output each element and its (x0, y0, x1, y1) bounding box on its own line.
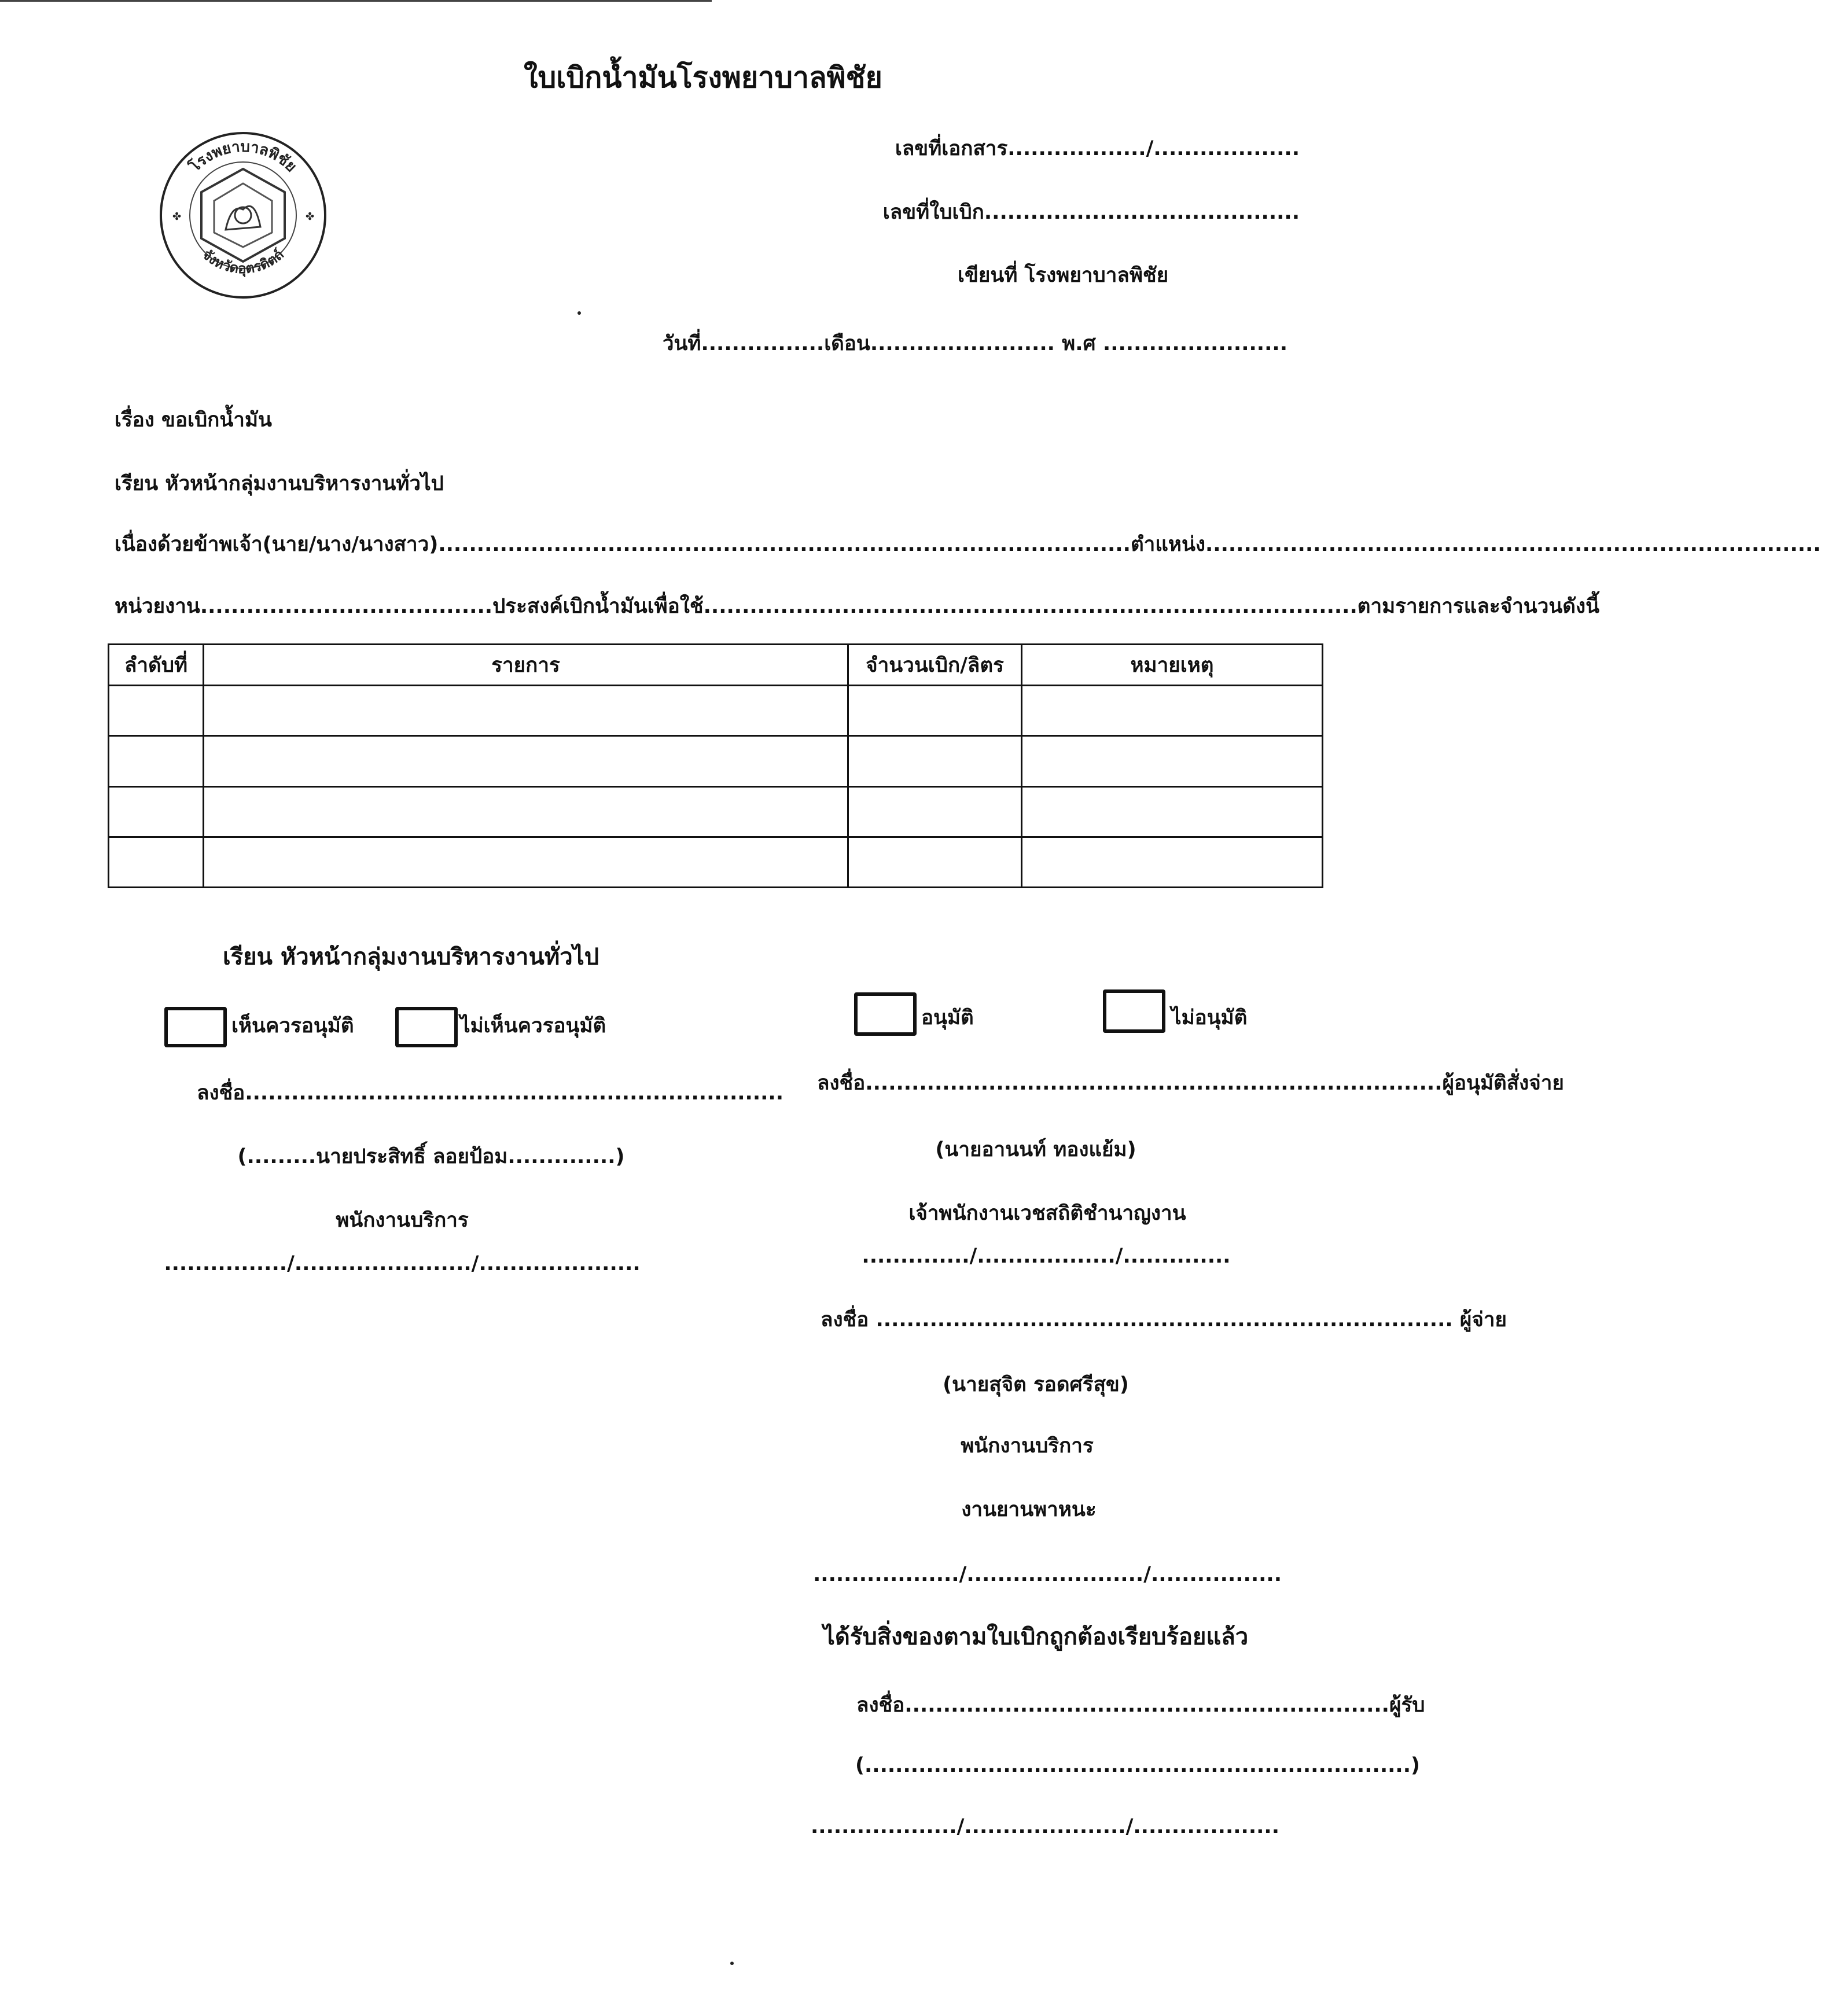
approver-name: (นายอานนท์ ทองแย้ม) (935, 1138, 1136, 1161)
scan-edge-line (0, 0, 712, 2)
cell-item[interactable] (204, 837, 848, 887)
cell-no[interactable] (109, 736, 204, 786)
payer-date-field[interactable]: .................../......................./................. (812, 1563, 1282, 1586)
cell-item[interactable] (204, 736, 848, 786)
cell-remark[interactable] (1022, 736, 1323, 786)
receiver-date-field[interactable]: .................../...................../................... (810, 1815, 1280, 1838)
cell-no[interactable] (109, 837, 204, 887)
document-number-field[interactable]: เลขที่เอกสาร................../................... (895, 137, 1300, 160)
subject-line: เรื่อง ขอเบิกน้ำมัน (115, 409, 272, 432)
cell-remark[interactable] (1022, 837, 1323, 887)
reject-checkbox[interactable] (1103, 989, 1165, 1033)
table-row (109, 786, 1323, 837)
svg-text:✤: ✤ (172, 211, 182, 223)
cell-item[interactable] (204, 786, 848, 837)
requester-info-field[interactable]: เนื่องด้วยข้าพเจ้า(นาย/นาง/นางสาว)..........................................................................................ตำแหน่ง................................................................................ (115, 533, 1821, 556)
svg-text:✤: ✤ (306, 211, 315, 223)
approver-position: เจ้าพนักงานเวชสถิติชำนาญงาน (908, 1202, 1186, 1225)
cell-remark[interactable] (1022, 686, 1323, 736)
cell-no[interactable] (109, 786, 204, 837)
payer-name: (นายสุจิต รอดศรีสุข) (943, 1373, 1129, 1396)
written-at-label: เขียนที่ โรงพยาบาลพิชัย (958, 264, 1169, 287)
cell-remark[interactable] (1022, 786, 1323, 837)
col-header-quantity: จำนวนเบิก/ลิตร (848, 645, 1022, 686)
approve-checkbox[interactable] (854, 992, 917, 1036)
request-number-field[interactable]: เลขที่ใบเบิก......................................... (882, 201, 1300, 224)
left-addressee: เรียน หัวหน้ากลุ่มงานบริหารงานทั่วไป (223, 944, 599, 970)
items-table (108, 643, 1323, 888)
agree-label: เห็นควรอนุมัติ (231, 1014, 354, 1038)
col-header-remark: หมายเหตุ (1022, 645, 1323, 686)
cell-no[interactable] (109, 686, 204, 736)
cell-quantity[interactable] (848, 837, 1022, 887)
left-signature-field[interactable]: ลงชื่อ...................................................................... (197, 1081, 784, 1105)
cell-quantity[interactable] (848, 686, 1022, 736)
col-header-item: รายการ (204, 645, 848, 686)
table-row (109, 686, 1323, 736)
addressee-line: เรียน หัวหน้ากลุ่มงานบริหารงานทั่วไป (115, 472, 444, 495)
date-line-field[interactable]: วันที่................เดือน........................ พ.ศ ........................ (662, 332, 1287, 355)
reject-label: ไม่อนุมัติ (1171, 1006, 1248, 1029)
hospital-seal-icon (156, 128, 330, 302)
cell-quantity[interactable] (848, 786, 1022, 837)
receiver-name-field[interactable]: (.......................................................................) (855, 1754, 1421, 1777)
svg-text:จังหวัดอุตรดิตถ์ (199, 247, 286, 278)
seal-text-top: โรงพยาบาลพิชัย (186, 138, 300, 176)
payer-unit: งานยานพาหนะ (961, 1498, 1097, 1521)
agree-checkbox[interactable] (164, 1007, 227, 1047)
received-statement: ได้รับสิ่งของตามใบเบิกถูกต้องเรียบร้อยแล้ว (823, 1624, 1249, 1650)
scan-speck (577, 311, 581, 315)
col-header-no: ลำดับที่ (109, 645, 204, 686)
receiver-signature-field[interactable]: ลงชื่อ...............................................................ผู้รับ (856, 1694, 1425, 1717)
left-signer-name: (.........นายประสิทธิ์ ลอยป้อม..............) (237, 1145, 625, 1168)
payer-position: พนักงานบริการ (961, 1434, 1094, 1458)
left-signer-position: พนักงานบริการ (336, 1209, 469, 1232)
approver-signature-field[interactable]: ลงชื่อ...........................................................................ผู้อนุมัติสั่งจ่าย (817, 1072, 1564, 1095)
cell-item[interactable] (204, 686, 848, 736)
approve-label: อนุมัติ (921, 1006, 974, 1029)
purpose-field[interactable]: หน่วยงาน......................................ประสงค์เบิกน้ำมันเพื่อใช้.....................................................................................ตามรายการและจำนวนดังนี้ (115, 595, 1600, 618)
payer-signature-field[interactable]: ลงชื่อ ........................................................................... ผู้จ่าย (821, 1308, 1507, 1331)
table-row (109, 837, 1323, 887)
disagree-checkbox[interactable] (395, 1007, 458, 1047)
seal-text-bottom: จังหวัดอุตรดิตถ์ (199, 246, 287, 277)
table-row (109, 736, 1323, 786)
table-header-row (109, 645, 1323, 686)
left-date-field[interactable]: ................/......................./..................... (164, 1252, 641, 1275)
page-title: ใบเบิกน้ำมันโรงพยาบาลพิชัย (524, 61, 882, 94)
scan-speck (730, 1962, 734, 1965)
cell-quantity[interactable] (848, 736, 1022, 786)
disagree-label: ไม่เห็นควรอนุมัติ (460, 1014, 606, 1038)
approver-date-field[interactable]: ............../................../.............. (862, 1245, 1231, 1268)
